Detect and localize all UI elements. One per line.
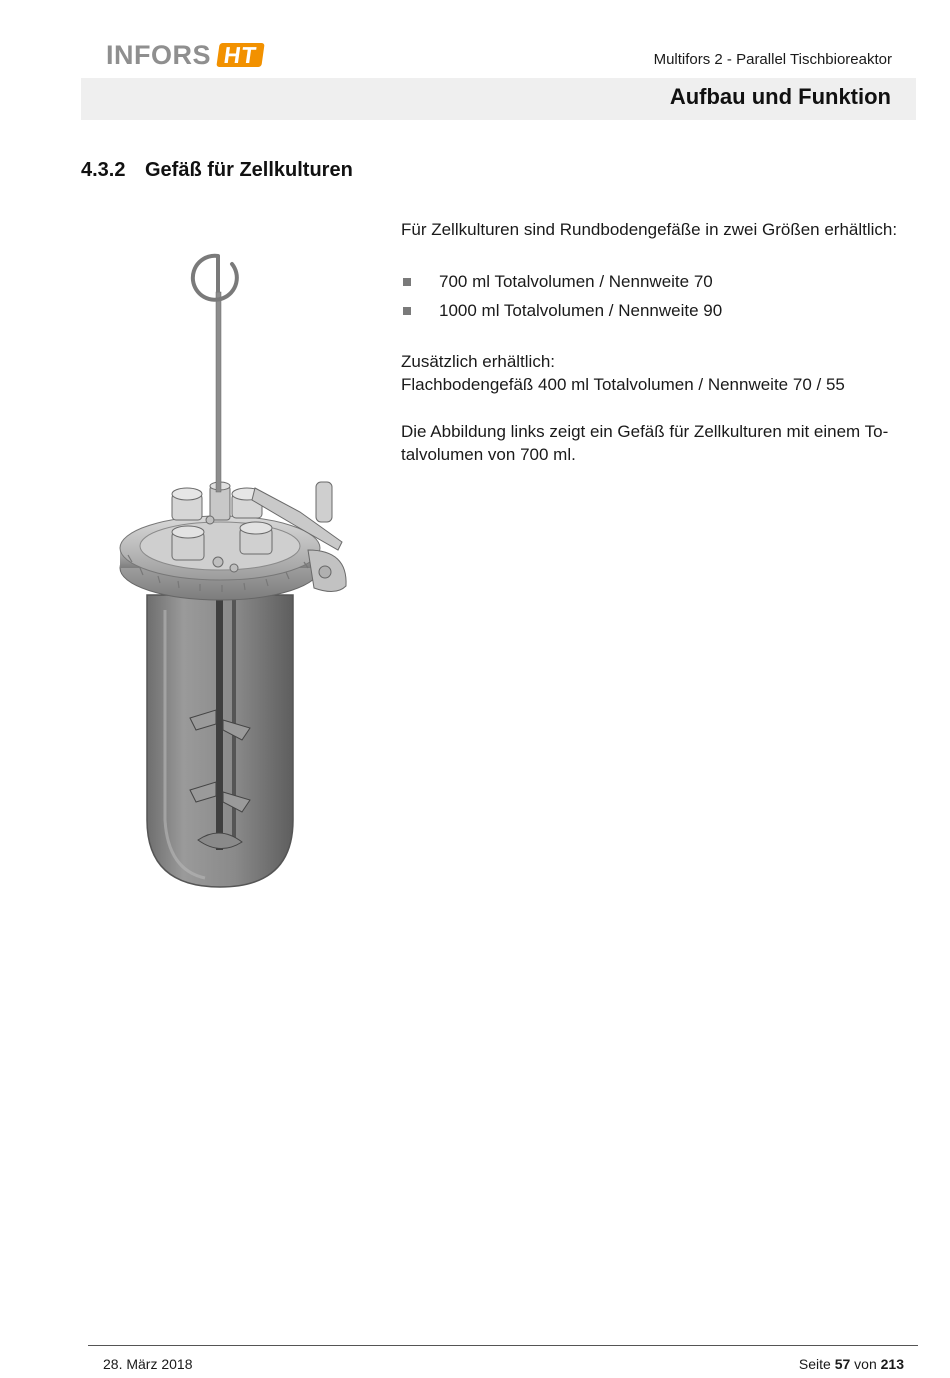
logo-wordmark: INFORS xyxy=(106,39,212,70)
vessel-sizes-list xyxy=(401,270,911,322)
footer-date: 28. März 2018 xyxy=(103,1356,193,1372)
cell-culture-vessel-illustration xyxy=(110,250,360,895)
infors-ht-logo xyxy=(106,40,263,70)
page-total: 213 xyxy=(880,1356,904,1372)
section-title: Gefäß für Zellkulturen xyxy=(145,159,353,181)
footer-page-number xyxy=(799,1356,904,1372)
intro-paragraph: Für Zellkulturen sind Rundbodengefäße in zwei Größen erhältlich: xyxy=(401,220,898,239)
additional-label: Zusätzlich erhältlich: xyxy=(401,352,556,371)
chapter-title: Aufbau und Funktion xyxy=(669,84,891,109)
page-sep: von xyxy=(854,1356,877,1372)
square-bullet-icon xyxy=(403,307,411,315)
page-prefix: Seite xyxy=(798,1356,831,1372)
rod-ring-handle xyxy=(193,256,237,300)
figure-note-line2: talvolumen von 700 ml. xyxy=(401,445,576,464)
list-item-text: 1000 ml Totalvolumen / Nennweite 90 xyxy=(439,301,723,320)
additional-text: Flachbodengefäß 400 ml Totalvolumen / Nennweite 70 / 55 xyxy=(401,375,845,394)
document-title: Multifors 2 - Parallel Tischbioreaktor xyxy=(653,51,892,68)
list-item xyxy=(401,270,911,293)
page-current: 57 xyxy=(834,1356,851,1372)
list-item-text: 700 ml Totalvolumen / Nennweite 70 xyxy=(439,272,713,291)
chapter-bar xyxy=(81,78,916,120)
sampling-rod xyxy=(216,292,221,492)
figure-note-line1: Die Abbildung links zeigt ein Gefäß für Zellkulturen mit einem To- xyxy=(401,422,889,441)
section-heading xyxy=(81,159,353,182)
body-text xyxy=(401,218,911,466)
list-item xyxy=(401,299,911,322)
logo-ht-mark: HT xyxy=(216,43,264,67)
footer-divider xyxy=(88,1345,918,1346)
section-number: 4.3.2 xyxy=(81,159,126,181)
square-bullet-icon xyxy=(403,278,411,286)
